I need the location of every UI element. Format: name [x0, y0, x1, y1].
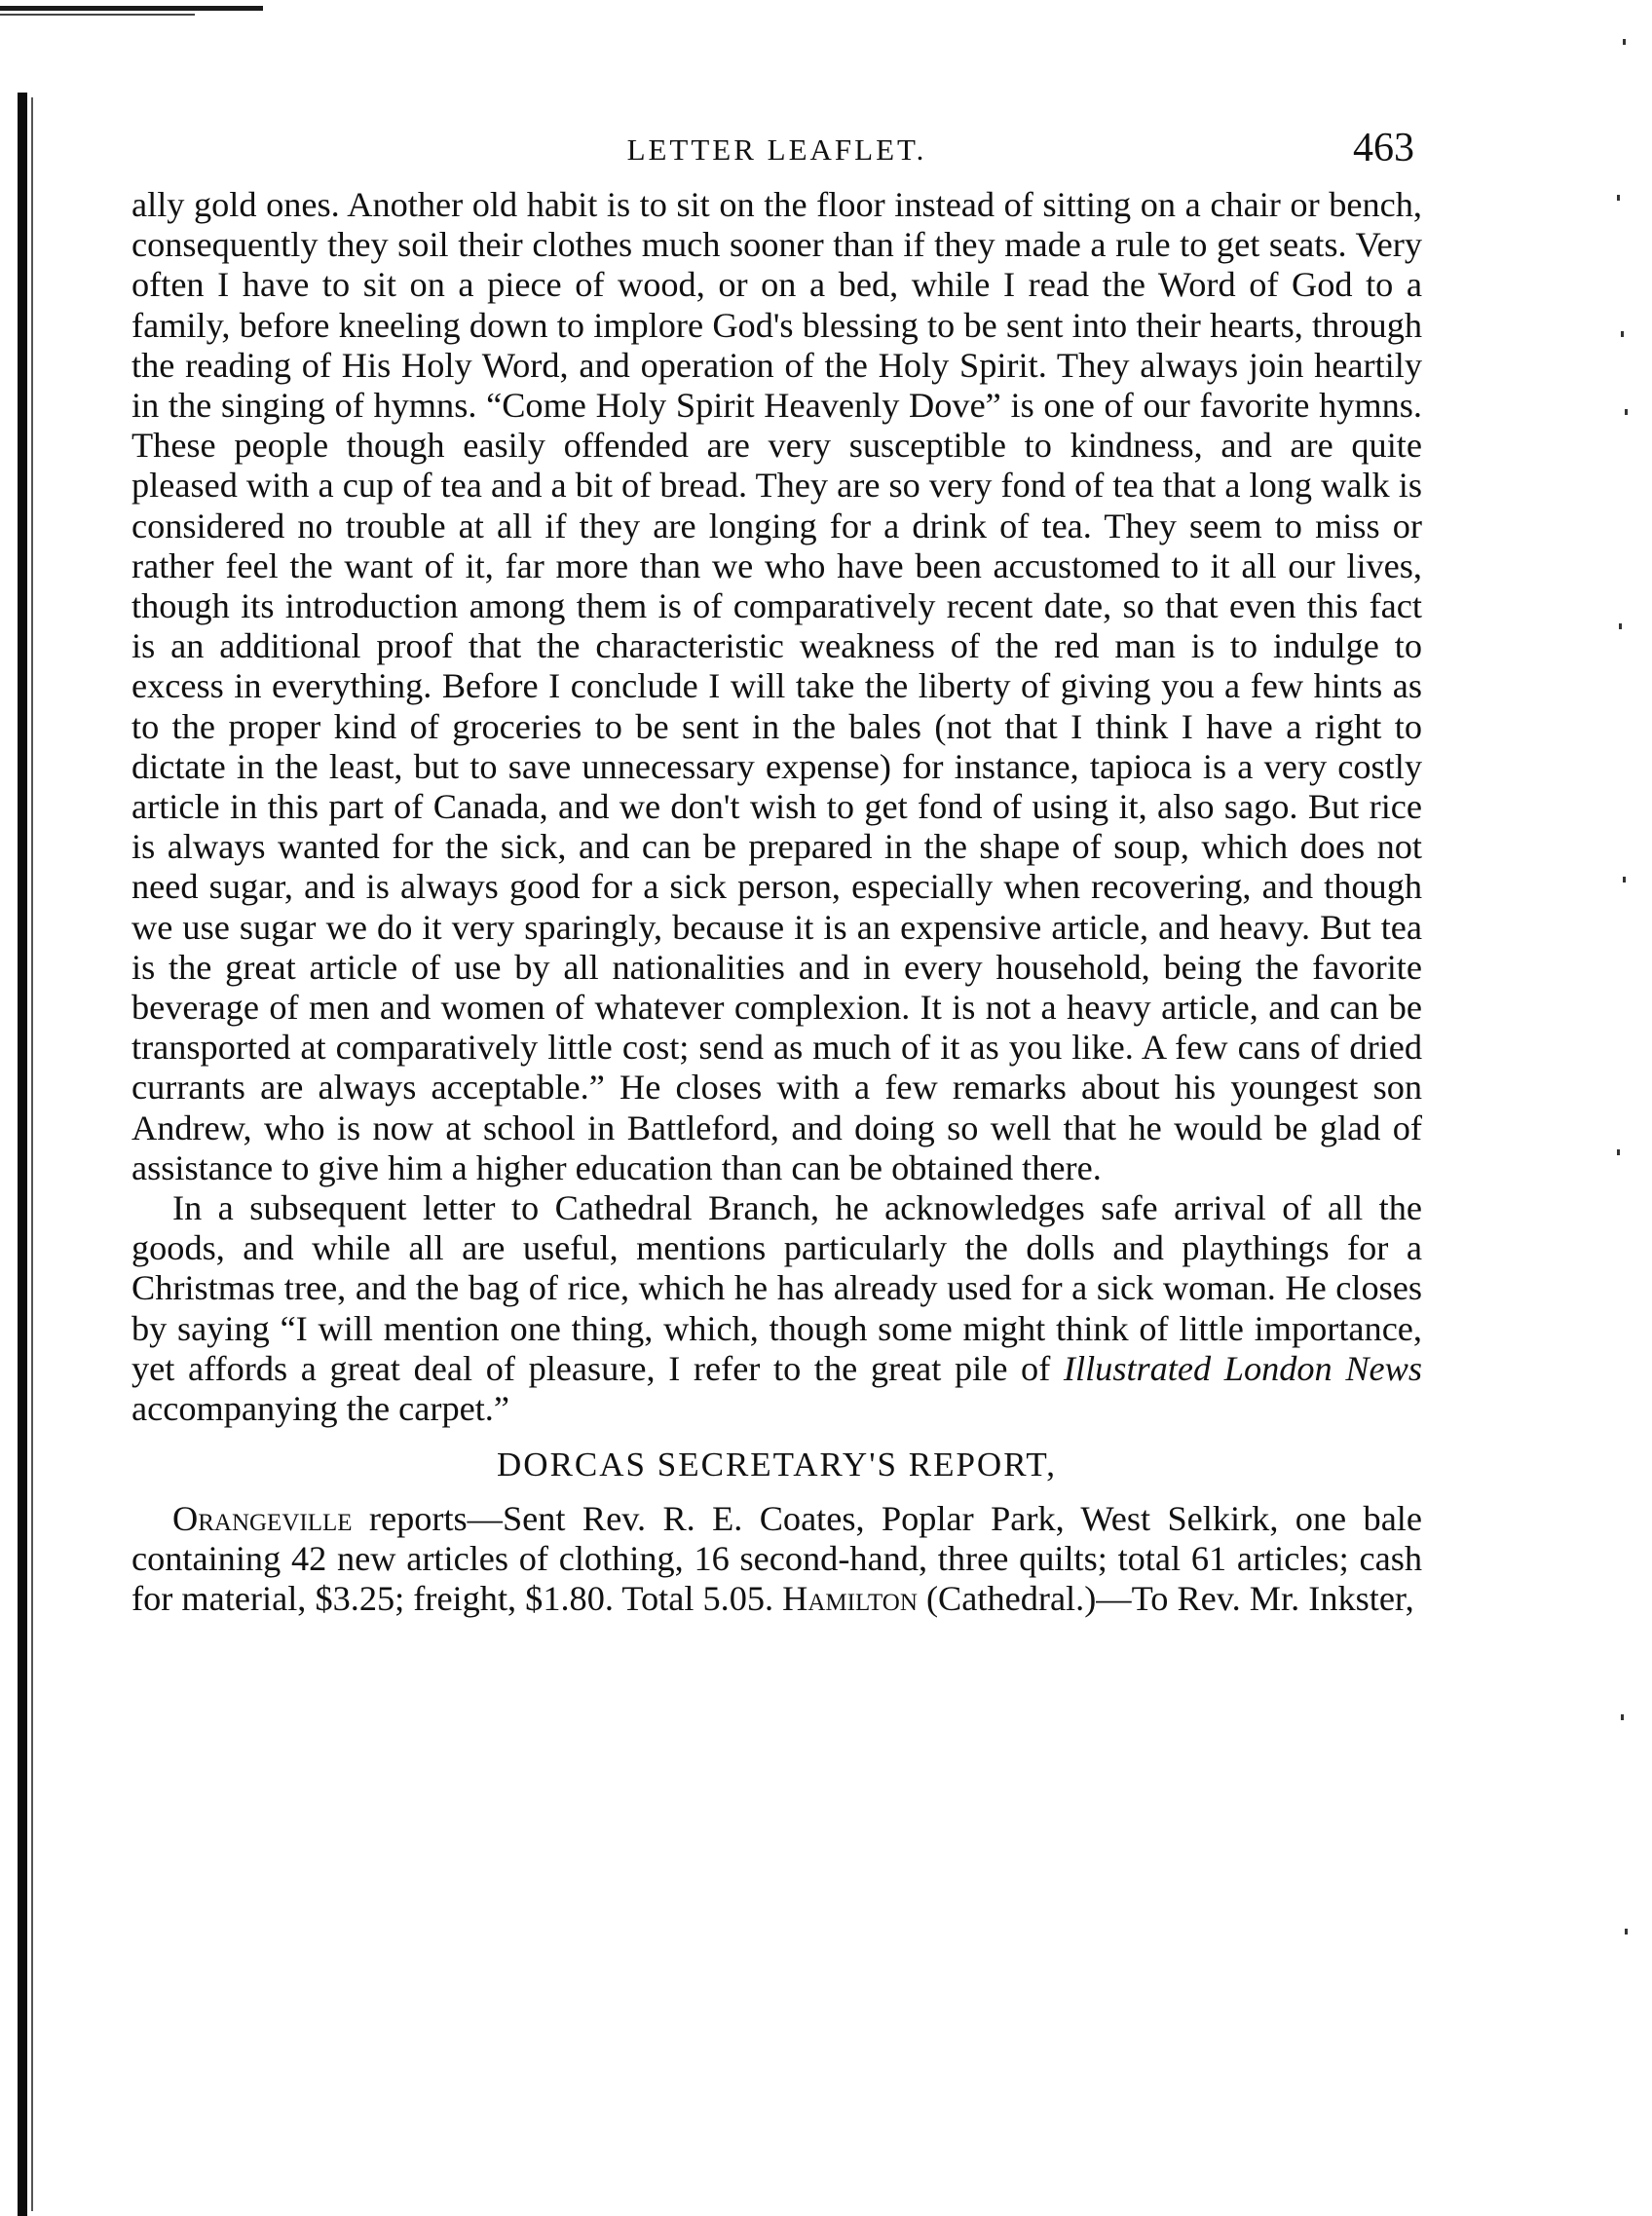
page-number: 463 — [1353, 126, 1414, 170]
report-paragraph — [131, 1499, 1422, 1620]
running-head — [131, 125, 1422, 185]
branch-name: Orangeville — [172, 1498, 353, 1538]
paragraph-text: In a subsequent letter to Cathedral Branch, he acknowledges safe arrival of all the goods, and while all are useful, mentions particularly the dolls and playthings for a Christmas tree, and the bag of rice, which he has already used for a sick woman. He closes by saying “I will mention one thing, which, though some might think of little importance, yet affords a great deal of pleasure, I refer to the great pile of — [131, 1188, 1422, 1388]
book-binding-edge — [18, 93, 27, 2216]
paragraph-text: reports—Sent Rev. R. E. Coates, Poplar Park, West Selkirk, one bale containing 42 new articles of clothing, 16 second-hand, three quilts; total 61 articles; cash for material, $3.25; freight, $1.80. Total 5.05. — [131, 1498, 1422, 1618]
scan-noise — [1613, 0, 1652, 2216]
scan-edge-mark — [0, 6, 263, 11]
body-text — [131, 185, 1422, 1619]
book-binding-shadow — [31, 97, 33, 2211]
scan-edge-mark — [0, 14, 195, 16]
section-heading: DORCAS SECRETARY'S REPORT, — [497, 1446, 1057, 1484]
book-page — [131, 125, 1422, 1619]
running-title: LETTER LEAFLET. — [626, 132, 927, 167]
branch-name: Hamilton — [782, 1578, 918, 1618]
paragraph-text: (Cathedral.)—To Rev. Mr. Inkster, — [917, 1578, 1414, 1618]
letter-paragraph: ally gold ones. Another old habit is to sit on the floor instead of sitting on a chair or bench, consequently they soil their clothes much sooner than if they made a rule to get seats. Very often I have to sit on a piece of wood, or on a bed, while I read the Word of God to a family, before kneeling down to implore God's blessing to be sent into their hearts, through the reading of His Holy Word, and operation of the Holy Spirit. They always join heartily in the singing of hymns. “Come Holy Spirit Heavenly Dove” is one of our favorite hymns. These people though easily offended are very susceptible to kindness, and are quite pleased with a cup of tea and a bit of bread. They are so very fond of tea that a long walk is considered no trouble at all if they are longing for a drink of tea. They seem to miss or rather feel the want of it, far more than we who have been accustomed to it all our lives, though its introduction among them is of comparatively recent date, so that even this fact is an additional proof that the characteristic weakness of the red man is to indulge to excess in everything. Before I conclude I will take the liberty of giving you a few hints as to the proper kind of groceries to be sent in the bales (not that I think I have a right to dictate in the least, but to save unnecessary expense) for instance, tapioca is a very costly article in this part of Canada, and we don't wish to get fond of using it, also sago. But rice is always wanted for the sick, and can be prepared in the shape of soup, which does not need sugar, and is always good for a sick person, especially when recovering, and though we use sugar we do it very sparingly, because it is an expensive article, and heavy. But tea is the great article of use by all nationalities and in every household, being the favorite beverage of men and women of whatever complexion. It is not a heavy article, and can be transported at comparatively little cost; send as much of it as you like. A few cans of dried currants are always acceptable.” He closes with a few remarks about his youngest son Andrew, who is now at school in Battleford, and doing so well that he would be glad of assistance to give him a higher education than can be obtained there. — [131, 185, 1422, 1187]
publication-title: Illustrated London News — [1063, 1348, 1422, 1388]
paragraph-text: accompanying the carpet.” — [131, 1389, 509, 1429]
letter-paragraph — [131, 1188, 1422, 1429]
